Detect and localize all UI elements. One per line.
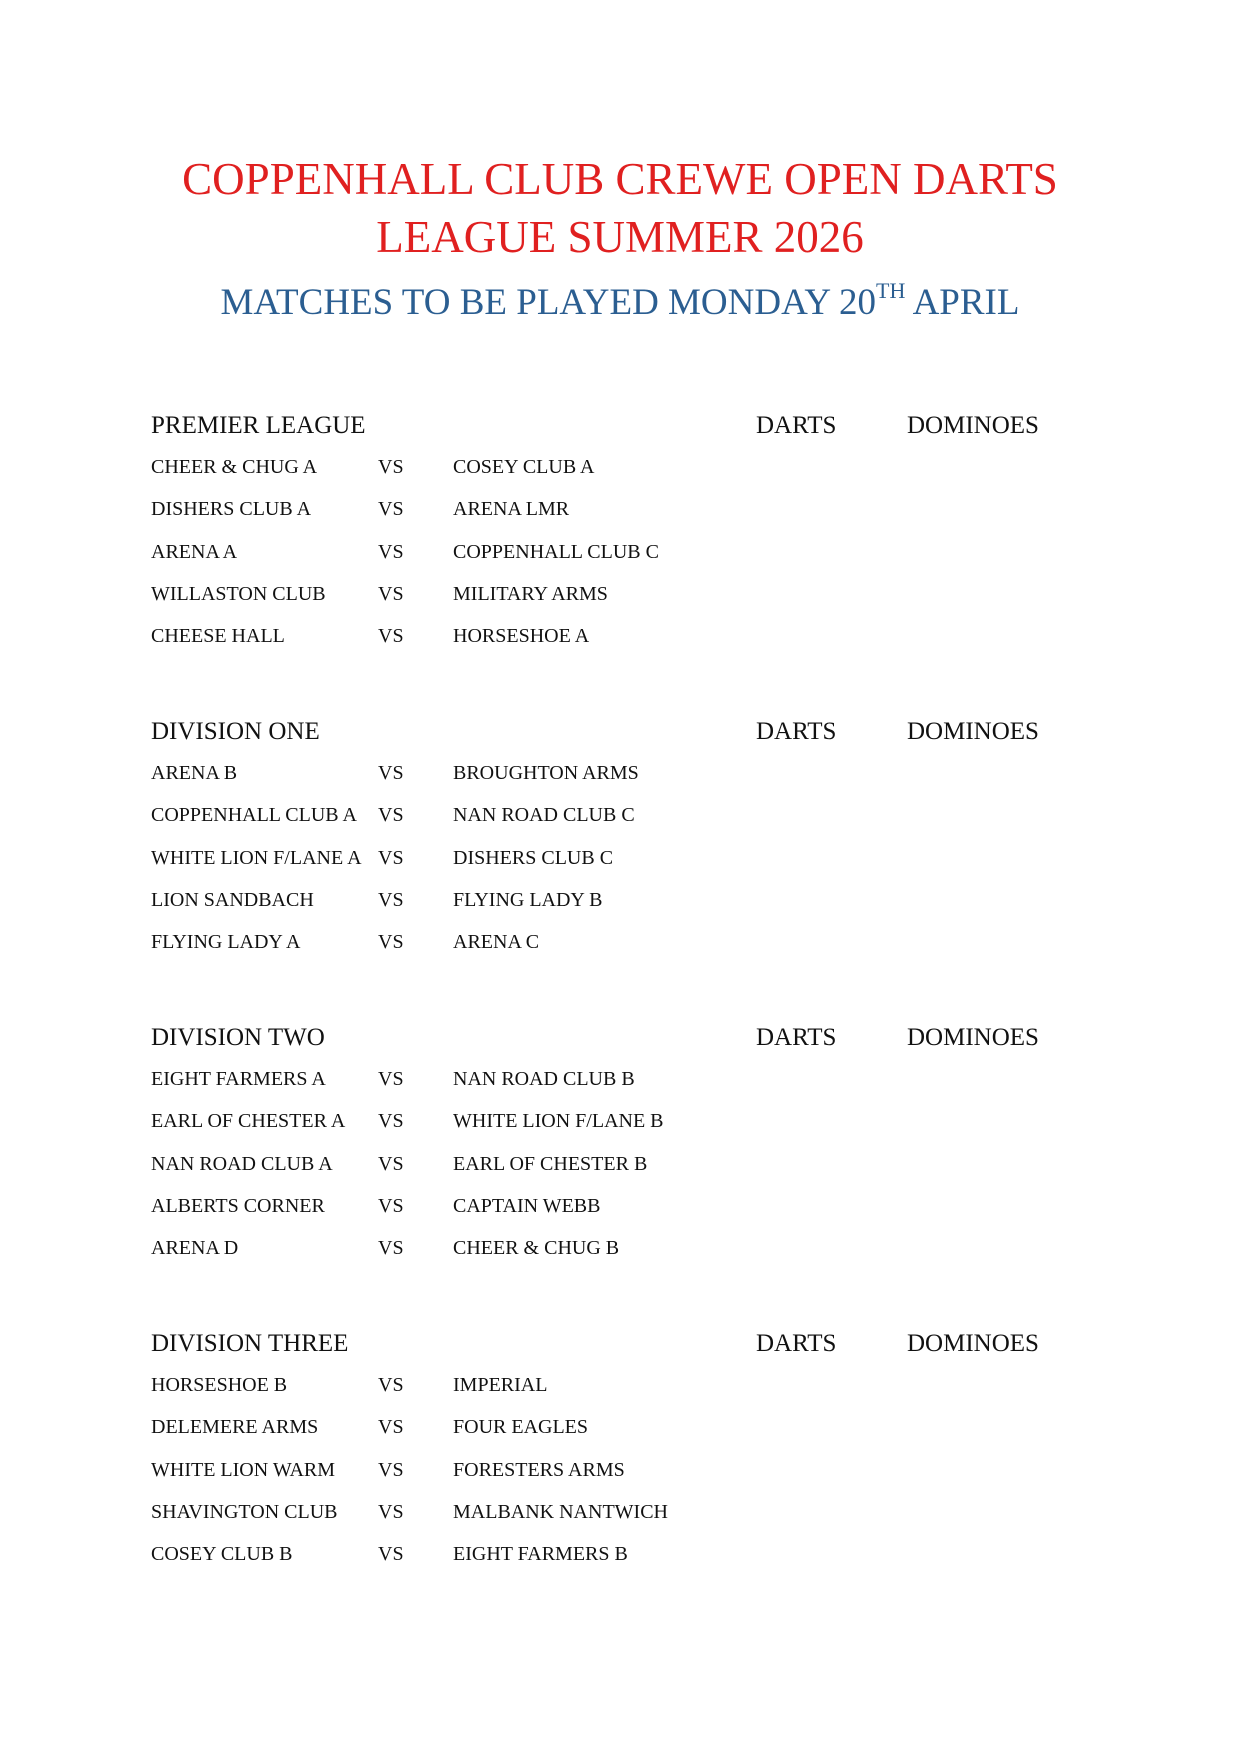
away-team: COPPENHALL CLUB C (453, 540, 659, 563)
match-row (0, 1368, 1240, 1402)
page-title (0, 150, 1240, 266)
away-team: COSEY CLUB A (453, 456, 595, 478)
section-title: DIVISION THREE (151, 1330, 349, 1357)
away-team: CAPTAIN WEBB (453, 1194, 601, 1217)
home-team: ARENA A (151, 540, 238, 563)
subtitle-superscript: TH (876, 278, 906, 303)
away-team: FLYING LADY B (453, 888, 603, 911)
match-row (0, 1189, 1240, 1223)
away-team: NAN ROAD CLUB C (453, 804, 635, 827)
section-title: DIVISION TWO (151, 1024, 325, 1051)
match-row (0, 535, 1240, 569)
match-row (0, 1453, 1240, 1487)
page-subtitle (0, 280, 1240, 326)
dominoes-column-header: DOMINOES (907, 1024, 1039, 1051)
league-section (0, 712, 1240, 972)
home-team: ALBERTS CORNER (151, 1194, 325, 1217)
match-row (0, 1147, 1240, 1181)
match-row (0, 577, 1240, 611)
home-team: DELEMERE ARMS (151, 1416, 319, 1439)
away-team: CHEER & CHUG B (453, 1237, 620, 1260)
title-line-1: COPPENHALL CLUB CREWE OPEN DARTS (182, 154, 1058, 204)
dominoes-column-header: DOMINOES (907, 1330, 1039, 1357)
home-team: LION SANDBACH (151, 888, 314, 911)
league-section (0, 1324, 1240, 1584)
versus-label: VS (378, 582, 404, 605)
match-row (0, 1231, 1240, 1265)
darts-column-header: DARTS (756, 718, 837, 745)
versus-label: VS (378, 1152, 404, 1175)
away-team: WHITE LION F/LANE B (453, 1110, 664, 1133)
versus-label: VS (378, 1237, 404, 1260)
match-row (0, 1104, 1240, 1138)
home-team: EARL OF CHESTER A (151, 1110, 346, 1133)
match-row (0, 1495, 1240, 1529)
home-team: DISHERS CLUB A (151, 498, 312, 521)
versus-label: VS (378, 498, 404, 521)
versus-label: VS (378, 456, 404, 478)
away-team: DISHERS CLUB C (453, 846, 614, 869)
home-team: SHAVINGTON CLUB (151, 1500, 338, 1523)
home-team: WILLASTON CLUB (151, 582, 326, 605)
dominoes-column-header: DOMINOES (907, 718, 1039, 745)
versus-label: VS (378, 625, 404, 648)
home-team: CHEESE HALL (151, 625, 285, 648)
away-team: FOUR EAGLES (453, 1416, 589, 1439)
versus-label: VS (378, 540, 404, 563)
away-team: MALBANK NANTWICH (453, 1500, 668, 1523)
away-team: ARENA LMR (453, 498, 570, 521)
match-row (0, 1410, 1240, 1444)
home-team: FLYING LADY A (151, 931, 301, 954)
match-row (0, 1062, 1240, 1096)
match-row (0, 798, 1240, 832)
away-team: FORESTERS ARMS (453, 1458, 625, 1481)
away-team: ARENA C (453, 931, 540, 954)
match-row (0, 1537, 1240, 1571)
home-team: ARENA B (151, 762, 238, 784)
dominoes-column-header: DOMINOES (907, 412, 1039, 439)
home-team: WHITE LION WARM (151, 1458, 336, 1481)
home-team: CHEER & CHUG A (151, 456, 318, 478)
away-team: IMPERIAL (453, 1374, 548, 1396)
darts-column-header: DARTS (756, 1024, 837, 1051)
darts-column-header: DARTS (756, 1330, 837, 1357)
section-title: DIVISION ONE (151, 718, 320, 745)
section-title: PREMIER LEAGUE (151, 412, 366, 439)
versus-label: VS (378, 1543, 404, 1566)
home-team: HORSESHOE B (151, 1374, 288, 1396)
home-team: ARENA D (151, 1237, 239, 1260)
home-team: NAN ROAD CLUB A (151, 1152, 333, 1175)
versus-label: VS (378, 1500, 404, 1523)
versus-label: VS (378, 1458, 404, 1481)
match-row (0, 450, 1240, 484)
away-team: NAN ROAD CLUB B (453, 1068, 635, 1090)
league-section (0, 1018, 1240, 1278)
versus-label: VS (378, 931, 404, 954)
versus-label: VS (378, 1110, 404, 1133)
league-section (0, 406, 1240, 666)
versus-label: VS (378, 1068, 404, 1090)
away-team: BROUGHTON ARMS (453, 762, 639, 784)
match-row (0, 756, 1240, 790)
versus-label: VS (378, 804, 404, 827)
away-team: EARL OF CHESTER B (453, 1152, 648, 1175)
subtitle-month: APRIL (905, 282, 1020, 323)
title-line-2: LEAGUE SUMMER 2026 (376, 212, 864, 262)
home-team: EIGHT FARMERS A (151, 1068, 326, 1090)
home-team: WHITE LION F/LANE A (151, 846, 362, 869)
versus-label: VS (378, 888, 404, 911)
away-team: MILITARY ARMS (453, 582, 608, 605)
home-team: COSEY CLUB B (151, 1543, 293, 1566)
home-team: COPPENHALL CLUB A (151, 804, 357, 827)
versus-label: VS (378, 762, 404, 784)
match-row (0, 883, 1240, 917)
darts-column-header: DARTS (756, 412, 837, 439)
away-team: HORSESHOE A (453, 625, 590, 648)
versus-label: VS (378, 1194, 404, 1217)
versus-label: VS (378, 1416, 404, 1439)
match-row (0, 492, 1240, 526)
away-team: EIGHT FARMERS B (453, 1543, 628, 1566)
versus-label: VS (378, 1374, 404, 1396)
match-row (0, 841, 1240, 875)
match-row (0, 925, 1240, 959)
subtitle-text: MATCHES TO BE PLAYED MONDAY 20 (220, 282, 877, 323)
match-row (0, 619, 1240, 653)
versus-label: VS (378, 846, 404, 869)
